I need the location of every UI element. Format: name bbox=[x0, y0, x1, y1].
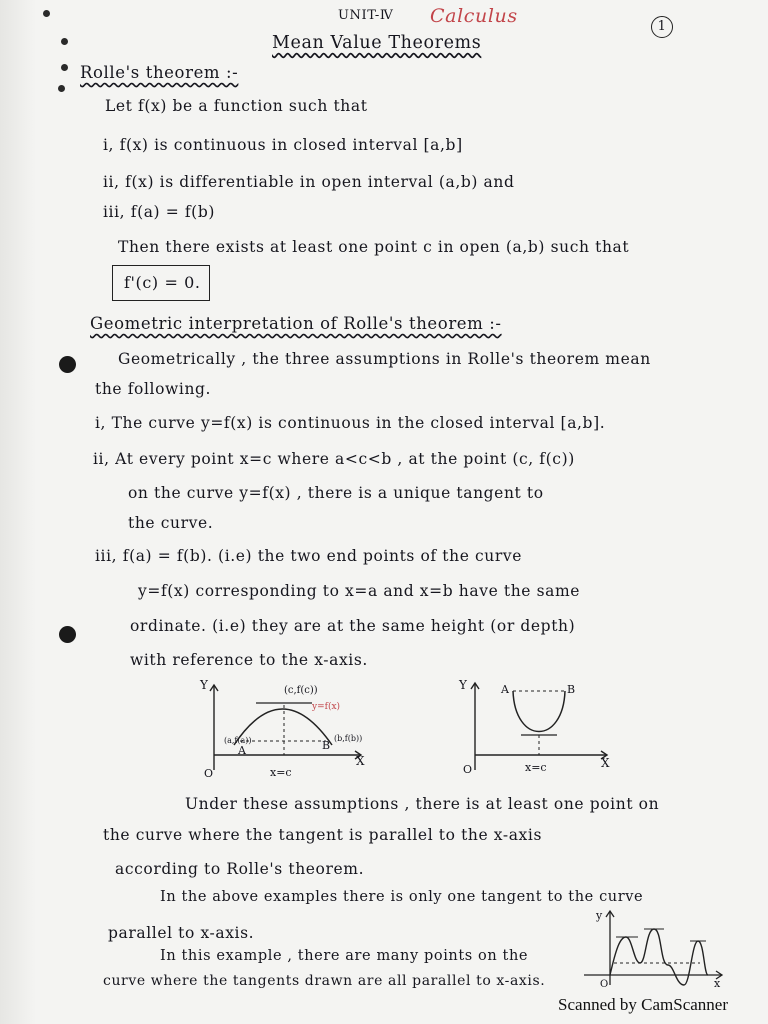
geometric-point: with reference to the x-axis. bbox=[130, 651, 368, 669]
figure1-origin: O bbox=[204, 767, 214, 780]
closing-text: parallel to x-axis. bbox=[108, 924, 255, 942]
figure2-xc-label: x=c bbox=[525, 761, 547, 774]
page-binding bbox=[0, 0, 36, 1024]
rolle-figure-bowl bbox=[455, 675, 615, 780]
figure2-x-label: X bbox=[601, 756, 610, 770]
figure2-right-point: B bbox=[567, 683, 576, 696]
binding-hole bbox=[61, 64, 68, 71]
closing-text: curve where the tangents drawn are all parallel to x-axis. bbox=[103, 973, 546, 989]
figure2-origin: O bbox=[463, 763, 473, 776]
rolle-condition: iii, f(a) = f(b) bbox=[103, 203, 215, 221]
subject-label: Calculus bbox=[430, 5, 518, 27]
closing-text: Under these assumptions , there is at least one point on bbox=[185, 795, 660, 813]
punch-hole bbox=[59, 356, 76, 373]
figure1-x-label: X bbox=[356, 754, 365, 768]
geometric-point: ii, At every point x=c where a<c<b , at the point (c, f(c)) bbox=[93, 450, 575, 468]
geometric-point: y=f(x) corresponding to x=a and x=b have the same bbox=[138, 582, 581, 600]
geometric-intro: Geometrically , the three assumptions in Rolle's theorem mean bbox=[118, 350, 651, 368]
scanner-watermark: Scanned by CamScanner bbox=[558, 995, 728, 1014]
rolle-intro: Let f(x) be a function such that bbox=[105, 97, 368, 115]
rolle-heading: Rolle's theorem :- bbox=[80, 63, 239, 82]
geometric-point: the curve. bbox=[128, 514, 214, 532]
figure1-right-point: B bbox=[322, 739, 331, 752]
page-title: Mean Value Theorems bbox=[272, 33, 482, 53]
geometric-point: iii, f(a) = f(b). (i.e) the two end points of the curve bbox=[95, 547, 523, 565]
geometric-point: i, The curve y=f(x) is continuous in the closed interval [a,b]. bbox=[95, 414, 606, 432]
figure1-curve-label: y=f(x) bbox=[312, 702, 341, 712]
figure3-origin: O bbox=[600, 979, 609, 990]
punch-hole bbox=[59, 626, 76, 643]
rolle-condition: i, f(x) is continuous in closed interval [a,b] bbox=[103, 136, 463, 154]
figure3-y-label: y bbox=[596, 909, 603, 922]
figure2-y-label: Y bbox=[459, 678, 467, 692]
rolle-result: f'(c) = 0. bbox=[124, 273, 201, 292]
rolle-figure-arch bbox=[196, 675, 376, 785]
unit-label: UNIT-Ⅳ bbox=[338, 8, 394, 23]
rolle-conclusion: Then there exists at least one point c in open (a,b) such that bbox=[118, 238, 630, 256]
geometric-point: ordinate. (i.e) they are at the same height (or depth) bbox=[130, 617, 576, 635]
figure1-right-coord: (b,f(b)) bbox=[334, 734, 363, 743]
closing-text: the curve where the tangent is parallel to the x-axis bbox=[103, 826, 542, 844]
figure1-top-point: (c,f(c)) bbox=[284, 685, 318, 696]
closing-text: In the above examples there is only one tangent to the curve bbox=[160, 889, 644, 905]
closing-text: In this example , there are many points on the bbox=[160, 948, 529, 964]
geometric-heading: Geometric interpretation of Rolle's theorem :- bbox=[90, 314, 502, 333]
geometric-intro: the following. bbox=[95, 380, 212, 398]
figure1-y-label: Y bbox=[200, 678, 208, 692]
binding-hole bbox=[58, 85, 65, 92]
figure3-x-label: x bbox=[714, 977, 721, 990]
geometric-point: on the curve y=f(x) , there is a unique tangent to bbox=[128, 484, 544, 502]
figure1-xc-label: x=c bbox=[270, 766, 292, 779]
binding-hole bbox=[43, 10, 50, 17]
figure2-left-point: A bbox=[501, 683, 509, 696]
rolle-condition: ii, f(x) is differentiable in open interval (a,b) and bbox=[103, 173, 515, 191]
figure1-left-coord: (a,f(a)) bbox=[224, 736, 252, 745]
rolle-figure-wave bbox=[580, 905, 730, 990]
figure1-left-point: A bbox=[238, 744, 246, 757]
page-number: 1 bbox=[651, 16, 673, 38]
closing-text: according to Rolle's theorem. bbox=[115, 860, 365, 878]
binding-hole bbox=[61, 38, 68, 45]
